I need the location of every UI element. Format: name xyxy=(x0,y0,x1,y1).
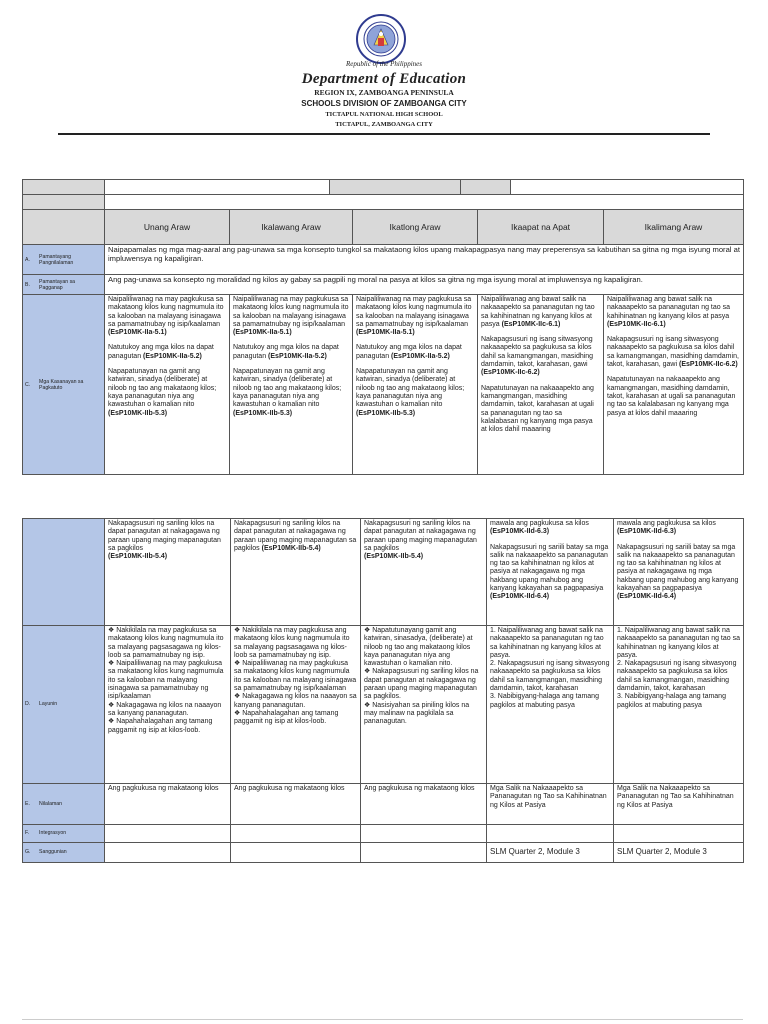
day-header-row xyxy=(23,210,744,245)
row-label-c-continued xyxy=(23,519,105,626)
objectives-day-2: ❖ Nakikilala na may pagkukusa ang makataong kilos kung nagmumula ito sa malayang pagsasagawa ng kilos-loob sa pamamatnubay ng isip. ❖ Naipaliliwanag na may pagkukusa sa makataong kilos kung nagmumula ito sa kalooban na malayang isinagawa sa pamamatnubay ng isip/kaalaman ❖ Nakagagawa ng kilos na naaayon sa kanyang pananagutan. ❖ Napahahalagahan ang tamang paggamit ng isip at kilos-loob. xyxy=(231,626,361,784)
day-header-2: Ikalawang Araw xyxy=(230,210,353,245)
row-b xyxy=(23,275,744,295)
row-label-g: G. Sanggunian xyxy=(23,843,105,863)
competency-cont-day-3: Nakapagsusuri ng sariling kilos na dapat panagutan at nakagagawa ng paraan upang maging mapanagutan sa pagkilos (EsP10MK-IIb-5.4) xyxy=(361,519,487,626)
content-day-4: Mga Salik na Nakaaapekto sa Pananagutan ng Tao sa Kahihinatnan ng Kilos at Pasiya xyxy=(487,784,614,825)
address-line: TICTAPUL, ZAMBOANGA CITY xyxy=(335,121,433,128)
republic-line: Republic of the Philippines xyxy=(345,60,422,68)
reference-day-5: SLM Quarter 2, Module 3 xyxy=(614,843,744,863)
competency-day-5: Naipaliliwanag ang bawat salik na nakaaapekto sa pananagutan ng tao sa kahihinatnan ng kanyang kilos at pasya (EsP10MK-IIc-6.1) Nakapagsusuri ng isang sitwasyong nakaaapekto sa pagkukusa sa kilos dahil sa kamangmangan, masidhing damdamin, takot, karahasan, gawi (EsP10MK-IIc-6.2) Napatutunayan na nakaaapekto ang kamangmangan, masidhing damdamin, takot, karahasan at ugali sa pananagutan ng tao sa kalalabasan ng kanyang mga pasya at kilos dahil maaaring xyxy=(604,295,744,475)
day-header-3: Ikatlong Araw xyxy=(353,210,478,245)
objectives-day-5: 1. Naipaliliwanag ang bawat salik na nakaaapekto sa pananagutan ng tao sa kahihinatnan ng kanyang kilos at pasya. 2. Nakapagsusuri ng isang sitwasyong nakaaapekto sa pagkukusa sa kilos dahil sa kamangmangan, masidhing damdamin, takot, karahasan 3. Nabibigyang-halaga ang tamang pagkilos at mabuting pasya xyxy=(614,626,744,784)
day-header-4: Ikaapat na Apat xyxy=(478,210,604,245)
deped-seal-icon xyxy=(356,14,406,64)
objectives-day-3: ❖ Napatutunayang gamit ang katwiran, sinasadya, (deliberate) at niloob ng tao ang makataong kilos kaya pananagutan niya ang kawastuhan o kamalian nito. ❖ Nakapagsusuri ng sariling kilos na dapat panagutan at nakagagawa ng paraan upang maging mapanagutan sa pagkilos. ❖ Nasisiyahan sa piniling kilos na may malinaw na pagkilala sa pananagutan. xyxy=(361,626,487,784)
row-label-b: B. Pamantayan sa Pagganap xyxy=(23,275,105,295)
info-row-1 xyxy=(23,180,744,195)
competency-cont-day-2: Nakapagsusuri ng sariling kilos na dapat panagutan at nakagagawa ng paraan upang maging mapanagutan sa pagkilos (EsP10MK-IIb-5.4) xyxy=(231,519,361,626)
content-standard-text: Naipapamalas ng mga mag-aaral ang pag-unawa sa mga konsepto tungkol sa makataong kilos upang makapagpasya nang may preperensya sa kabutihan sa gitna ng mga isyung moral at impluwensya ng kapaligiran. xyxy=(105,245,744,275)
competency-day-1: Naipaliliwanag na may pagkukusa sa makataong kilos kung nagmumula ito sa kalooban na malayang isinagawa sa pamamatnubay ng isip/kaalaman (EsP10MK-IIa-5.1) Natutukoy ang mga kilos na dapat panagutan (EsP10MK-IIa-5.2) Napapatunayan na gamit ang katwiran, sinadya (deliberate) at niloob ng tao ang makataong kilos; kaya pananagutan niya ang kawastuhan o kamalian nito (EsP10MK-IIb-5.3) xyxy=(105,295,230,475)
row-c xyxy=(23,295,744,475)
row-d xyxy=(23,626,744,784)
competency-cont-day-4: mawala ang pagkukusa sa kilos (EsP10MK-IId-6.3) Nakapagsusuri ng sariili batay sa mga salik na nakaaapekto sa pananagutan ng tao sa kahihinatnan ng kilos at pasiya at nakagagawa ng mga hakbang upang mahubog ang kanyang kakayahan sa pagpapasiya (EsP10MK-IId-6.4) xyxy=(487,519,614,626)
lesson-plan-table-part1 xyxy=(22,179,744,475)
competency-cont-day-5: mawala ang pagkukusa sa kilos (EsP10MK-IId-6.3) Nakapagsusuri ng sariili batay sa mga salik na nakaaapekto sa pananagutan ng tao sa kahihinatnan ng kilos at pasiya at nakagagawa ng mga hakbang upang mahubog ang kanyang kakayahan sa pagpapasiya (EsP10MK-IId-6.4) xyxy=(614,519,744,626)
row-label-c: C. Mga Kasanayan sa Pagkatuto xyxy=(23,295,105,475)
row-a xyxy=(23,245,744,275)
row-c-continued xyxy=(23,519,744,626)
competency-day-3: Naipaliliwanag na may pagkukusa sa makataong kilos kung nagmumula ito sa kalooban na malayang isinagawa sa pamamatnubay ng isip/kaalaman (EsP10MK-IIa-5.1) Natutukoy ang mga kilos na dapat panagutan (EsP10MK-IIa-5.2) Napapatunayan na gamit ang katwiran, sinadya (deliberate) at niloob ng tao ang makataong kilos; kaya pananagutan niya ang kawastuhan o kamalian nito (EsP10MK-IIb-5.3) xyxy=(353,295,478,475)
content-day-3: Ang pagkukusa ng makataong kilos xyxy=(361,784,487,825)
reference-day-4: SLM Quarter 2, Module 3 xyxy=(487,843,614,863)
row-label-d: D. Layunin xyxy=(23,626,105,784)
content-day-2: Ang pagkukusa ng makataong kilos xyxy=(231,784,361,825)
row-label-a: A. Pamantayang Pangnilalaman xyxy=(23,245,105,275)
content-day-5: Mga Salik na Nakaaapekto sa Pananagutan ng Tao sa Kahihinatnan ng Kilos at Pasiya xyxy=(614,784,744,825)
info-row-2 xyxy=(23,195,744,210)
header-divider xyxy=(58,133,710,135)
performance-standard-text: Ang pag-unawa sa konsepto ng moralidad ng kilos ay gabay sa pagpili ng moral na pasya at kilos sa gitna ng mga isyung moral at impluwensya ng kapaligiran. xyxy=(105,275,744,295)
day-header-1: Unang Araw xyxy=(105,210,230,245)
division-line: SCHOOLS DIVISION OF ZAMBOANGA CITY xyxy=(301,99,467,108)
competency-day-4: Naipaliliwanag ang bawat salik na nakaaapekto sa pananagutan ng tao sa kahihinatnan ng kanyang kilos at pasya (EsP10MK-IIc-6.1) Nakapagsusuri ng isang sitwasyong nakaaapekto sa pagkukusa sa kilos dahil sa kamangmangan, masidhing damdamin, takot, karahasan, gawi (EsP10MK-IIc-6.2) Napatutunayan na nakaaapekto ang kamangmangan, masidhing damdamin, takot, karahasan at ugali sa pananagutan ng tao sa kalalabasan ng kanyang mga pasya at kilos dahil maaaring xyxy=(478,295,604,475)
row-label-e: E. Nilalaman xyxy=(23,784,105,825)
row-g xyxy=(23,843,744,863)
row-f xyxy=(23,825,744,843)
competency-cont-day-1: Nakapagsusuri ng sariling kilos na dapat panagutan at nakagagawa ng paraan upang maging mapanagutan sa pagkilos (EsP10MK-IIb-5.4) xyxy=(105,519,231,626)
page-bottom-line xyxy=(22,1019,743,1020)
row-e xyxy=(23,784,744,825)
objectives-day-4: 1. Naipaliliwanag ang bawat salik na nakaaapekto sa pananagutan ng tao sa kahihinatnan ng kanyang kilos at pasya. 2. Nakapagsusuri ng isang sitwasyong nakaaapekto sa pagkukusa sa kilos dahil sa kamangmangan, masidhing damdamin, takot, karahasan 3. Nabibigyang-halaga ang tamang pagkilos at mabuting pasya xyxy=(487,626,614,784)
content-day-1: Ang pagkukusa ng makataong kilos xyxy=(105,784,231,825)
day-header-5: Ikalimang Araw xyxy=(604,210,744,245)
competency-day-2: Naipaliliwanag na may pagkukusa sa makataong kilos kung nagmumula ito sa kalooban na malayang isinagawa sa pamamatnubay ng isip/kaalaman (EsP10MK-IIa-5.1) Natutukoy ang mga kilos na dapat panagutan (EsP10MK-IIa-5.2) Napapatunayan na gamit ang katwiran, sinadya (deliberate) at niloob ng tao ang makataong kilos; kaya pananagutan niya ang kawastuhan o kamalian nito (EsP10MK-IIb-5.3) xyxy=(230,295,353,475)
lesson-plan-table-part2 xyxy=(22,518,744,863)
objectives-day-1: ❖ Nakikilala na may pagkukusa sa makataong kilos kung nagmumula ito sa malayang pagsasagawa ng kilos-loob sa pamamatnubay ng isip. ❖ Naipaliliwanag na may pagkukusa sa makataong kilos kung nagmumula ito sa kalooban na malayang isinagawa sa pamamatnubay ng isip/kaalaman ❖ Nakagagawa ng kilos na naaayon sa kanyang pananagutan. ❖ Napahahalagahan ang tamang paggamit ng isip at kilos-loob. xyxy=(105,626,231,784)
region-line: REGION IX, ZAMBOANGA PENINSULA xyxy=(314,88,454,97)
school-line: TICTAPUL NATIONAL HIGH SCHOOL xyxy=(325,111,443,118)
department-title: Department of Education xyxy=(301,71,467,87)
row-label-f: F. Integrasyon xyxy=(23,825,105,843)
